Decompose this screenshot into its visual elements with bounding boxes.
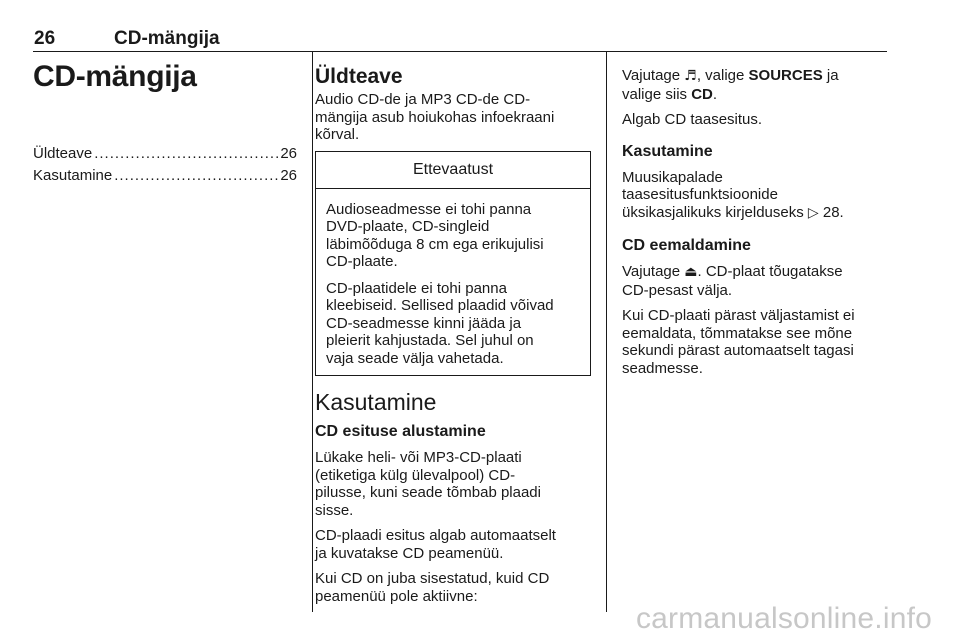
page-ref-link[interactable]: 28. (818, 203, 844, 221)
caution-line: CD-plaate. (326, 253, 398, 270)
toc-leader (94, 145, 278, 162)
column-2 (315, 64, 597, 605)
intro-line: kõrval. (315, 126, 360, 143)
column-divider-1 (312, 52, 313, 612)
text-line: Kui CD-plaati pärast väljastamist ei (622, 307, 855, 324)
text-line: Lükake heli- või MP3-CD-plaati (315, 449, 522, 466)
page-number: 26 (34, 28, 56, 49)
text-fragment: . (712, 85, 718, 103)
text-line: sisse. (315, 501, 354, 519)
paragraph-already-inserted (315, 570, 597, 605)
header-title: CD-mängija (114, 28, 220, 49)
text-line: ja kuvatakse CD peamenüü. (315, 544, 504, 562)
toc-entry[interactable] (33, 167, 297, 189)
text-fragment: Vajutage (622, 263, 685, 280)
paragraph-select-source (622, 67, 884, 103)
toc-label: Üldteave (33, 145, 93, 162)
caution-body (316, 189, 590, 376)
text-fragment: Vajutage (622, 67, 685, 84)
text-line: CD-plaadi esitus algab automaatselt (315, 527, 556, 544)
text-fragment: üksikasjalikuks kirjelduseks (622, 203, 808, 221)
caution-box (315, 151, 591, 377)
text-line: seadmesse. (622, 359, 703, 377)
text-line (622, 204, 884, 223)
header-rule (33, 51, 887, 52)
caution-paragraph-1 (326, 201, 581, 271)
text-fragment: ja (822, 67, 839, 84)
text-line: pilusse, kuni seade tõmbab plaadi (315, 484, 541, 501)
text-line (622, 263, 884, 282)
paragraph-usage-ref (622, 169, 884, 223)
caution-paragraph-2 (326, 280, 581, 368)
text-fragment: , valige (696, 67, 749, 84)
paragraph-insert-cd (315, 449, 597, 519)
text-line: CD-pesast välja. (622, 281, 733, 299)
intro-line: mängija asub hoiukohas infoekraani (315, 108, 555, 126)
table-of-contents (33, 145, 297, 189)
section-heading-usage: Kasutamine (315, 389, 437, 415)
section-heading-general: Üldteave (315, 65, 403, 88)
intro-line: Audio CD-de ja MP3 CD-de CD- (315, 91, 531, 108)
subheading-start-cd: CD esituse alustamine (315, 423, 486, 440)
subheading-usage: Kasutamine (622, 142, 713, 160)
text-line: sekundi pärast automaatselt tagasi (622, 342, 854, 359)
eject-icon: ⏏ (684, 264, 698, 280)
text-line: eemaldata, tõmmatakse see mõne (622, 324, 853, 342)
toc-page: 26 (280, 167, 297, 184)
paragraph-eject (622, 263, 884, 299)
toc-entry[interactable] (33, 145, 297, 167)
caution-line: vaja seade välja vahetada. (326, 349, 504, 367)
caution-line: pleierit kahjustada. Sel juhul on (326, 332, 534, 349)
text-line: (etiketiga külg ülevalpool) CD- (315, 466, 516, 484)
column-3 (622, 67, 884, 377)
paragraph-auto-retract (622, 307, 884, 377)
caution-line: Audioseadmesse ei tohi panna (326, 200, 532, 218)
toc-leader (114, 167, 278, 184)
text-line: Muusikapalade (622, 168, 723, 186)
watermark: carmanualsonline.info (635, 602, 932, 635)
cd-keyword: CD (691, 85, 713, 103)
paragraph-playback-starts: Algab CD taasesitus. (622, 111, 763, 128)
text-line: Kui CD on juba sisestatud, kuid CD (315, 570, 550, 587)
chapter-title: CD-mängija (33, 60, 197, 93)
caution-line: kleebiseid. Sellised plaadid võivad (326, 297, 554, 314)
text-line (622, 86, 884, 104)
column-divider-2 (606, 52, 607, 612)
music-note-icon: ♬ (684, 68, 697, 84)
subheading-eject-cd: CD eemaldamine (622, 237, 751, 254)
page-ref-arrow-icon: ▷ (807, 204, 819, 221)
toc-page: 26 (280, 145, 297, 162)
caution-line: läbimõõduga 8 cm ega erikujulisi (326, 235, 544, 253)
caution-line: CD-plaatidele ei tohi panna (326, 279, 507, 297)
text-line (622, 67, 884, 86)
caution-line: CD-seadmesse kinni jääda ja (326, 314, 522, 332)
sources-keyword: SOURCES (748, 67, 823, 84)
text-line: peamenüü pole aktiivne: (315, 587, 478, 605)
caution-line: DVD-plaate, CD-singleid (326, 218, 490, 235)
paragraph-autoplay (315, 527, 597, 562)
toc-label: Kasutamine (33, 167, 113, 184)
text-fragment: . CD-plaat tõugatakse (697, 263, 843, 280)
text-line: taasesitusfunktsioonide (622, 186, 778, 203)
text-fragment: valige siis (622, 85, 692, 103)
caution-title: Ettevaatust (316, 152, 590, 189)
